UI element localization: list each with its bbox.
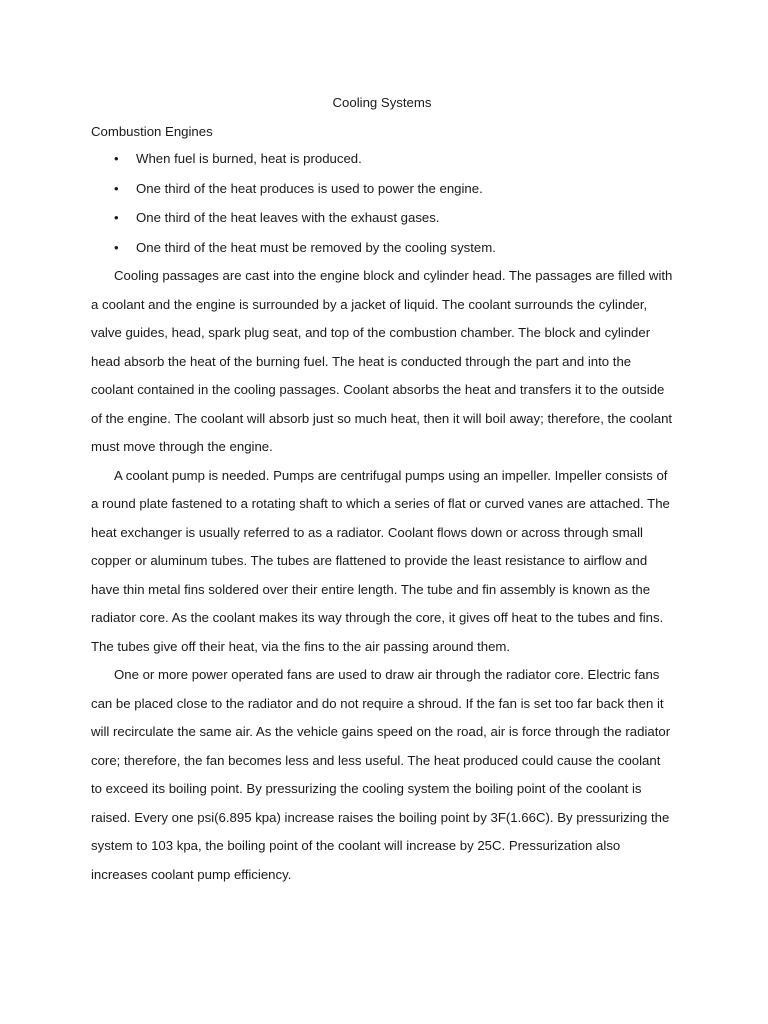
bullet-icon: •: [114, 151, 119, 166]
bullet-item: [91, 174, 673, 204]
bullet-item: [91, 233, 673, 263]
bullet-text: One third of the heat produces is used to power the engine.: [136, 180, 483, 196]
bullet-list: [91, 144, 673, 262]
document-title: Cooling Systems: [332, 95, 432, 110]
bullet-item: [91, 203, 673, 233]
document-body: [91, 92, 673, 889]
paragraph-fans-pressurization: One or more power operated fans are used to draw air through the radiator core. Electric fans can be placed close to the radiator and do not require a shroud. If the fan is set too far back then it will recirculate the same air. As the vehicle gains speed on the road, air is force through the radiator core; therefore, the fan becomes less and less useful. The heat produced could cause the coolant to exceed its boiling point. By pressurizing the cooling system the boiling point of the coolant is raised. Every one psi(6.895 kpa) increase raises the boiling point by 3F(1.66C). By pressurizing the system to 103 kpa, the boiling point of the coolant will increase by 25C. Pressurization also increases coolant pump efficiency.: [91, 667, 671, 882]
bullet-text: When fuel is burned, heat is produced.: [136, 151, 362, 166]
paragraph-coolant-pump: A coolant pump is needed. Pumps are centrifugal pumps using an impeller. Impeller consists of a round plate fastened to a rotating shaft to which a series of flat or curved vanes are attached. The heat exchanger is usually referred to as a radiator. Coolant flows down or across through small copper or aluminum tubes. The tubes are flattened to provide the least resistance to airflow and have thin metal fins soldered over their entire length. The tube and fin assembly is known as the radiator core. As the coolant makes its way through the core, it gives off heat to the tubes and fins. The tubes give off their heat, via the fins to the air passing around them.: [91, 467, 670, 654]
bullet-item: [91, 144, 673, 174]
bullet-text: One third of the heat leaves with the exhaust gases.: [136, 210, 440, 225]
section-heading: Combustion Engines: [91, 124, 213, 139]
bullet-icon: •: [114, 180, 119, 196]
paragraph-cooling-passages: Cooling passages are cast into the engine block and cylinder head. The passages are filled with a coolant and the engine is surrounded by a jacket of liquid. The coolant surrounds the cylinder, valve guides, head, spark plug seat, and top of the combustion chamber. The block and cylinder head absorb the heat of the burning fuel. The heat is conducted through the part and into the coolant contained in the cooling passages. Coolant absorbs the heat and transfers it to the outside of the engine. The coolant will absorb just so much heat, then it will boil away; therefore, the coolant must move through the engine.: [91, 268, 673, 454]
bullet-icon: •: [114, 239, 119, 255]
bullet-icon: •: [114, 210, 119, 225]
bullet-text: One third of the heat must be removed by the cooling system.: [136, 239, 496, 255]
